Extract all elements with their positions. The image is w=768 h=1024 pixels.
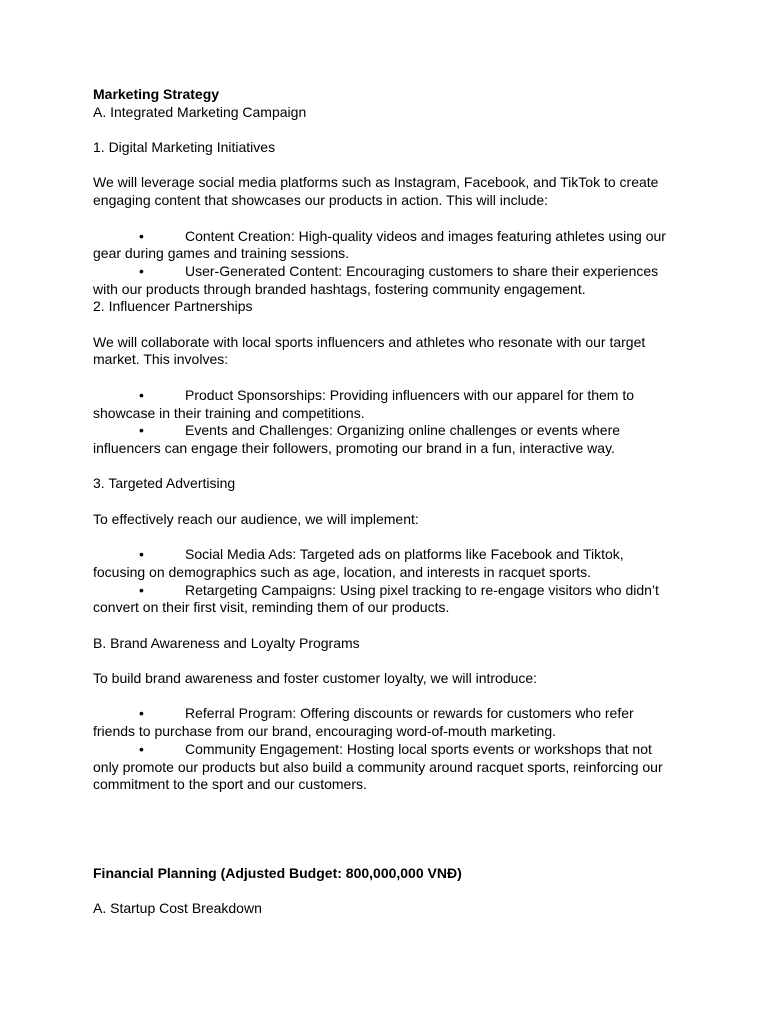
bullet-icon: • [139,740,144,757]
targeted-bullet-1 [93,546,683,564]
section-b-bullet-2-continuation-2: commitment to the sport and our customers. [93,776,367,793]
financial-title: Financial Planning (Adjusted Budget: 800,000,000 VNĐ) [93,864,462,881]
digital-bullet-2-text: User-Generated Content: Encouraging customers to share their experiences [185,262,659,279]
targeted-bullet-1-continuation: focusing on demographics such as age, location, and interests in racquet sports. [93,563,592,580]
section-b-bullet-2 [93,741,683,759]
influencer-bullet-2 [93,422,683,440]
bullet-icon: • [139,227,144,244]
digital-bullet-1 [93,228,683,246]
bullet-icon: • [139,546,144,563]
digital-heading: 1. Digital Marketing Initiatives [93,139,276,156]
targeted-bullet-1-text: Social Media Ads: Targeted ads on platforms like Facebook and Tiktok, [185,546,624,563]
influencer-bullet-1 [93,387,683,405]
section-b-heading: B. Brand Awareness and Loyalty Programs [93,634,360,651]
section-b-bullet-1 [93,705,683,723]
targeted-bullet-2 [93,582,683,600]
financial-section-a: A. Startup Cost Breakdown [93,900,262,917]
bullet-icon: • [139,705,144,722]
digital-bullet-2 [93,263,683,281]
influencer-heading: 2. Influencer Partnerships [93,298,253,315]
document-body [93,86,683,918]
targeted-bullet-2-continuation: convert on their first visit, reminding them of our products. [93,599,450,616]
bullet-icon: • [139,262,144,279]
section-b-bullet-2-text: Community Engagement: Hosting local sports events or workshops that not [185,740,652,757]
targeted-intro: To effectively reach our audience, we will implement: [93,510,419,527]
influencer-bullet-1-text: Product Sponsorships: Providing influencers with our apparel for them to [185,386,635,403]
influencer-bullet-2-text: Events and Challenges: Organizing online challenges or events where [185,422,621,439]
digital-bullet-1-text: Content Creation: High-quality videos and images featuring athletes using our [185,227,666,244]
marketing-title: Marketing Strategy [93,86,220,102]
section-b-intro: To build brand awareness and foster customer loyalty, we will introduce: [93,670,538,687]
bullet-icon: • [139,386,144,403]
influencer-bullet-1-continuation: showcase in their training and competitions. [93,404,365,421]
digital-intro-line-2: engaging content that showcases our products in action. This will include: [93,192,549,209]
section-b-bullet-1-continuation: friends to purchase from our brand, encouraging word-of-mouth marketing. [93,723,557,740]
bullet-icon: • [139,422,144,439]
digital-bullet-1-continuation: gear during games and training sessions. [93,245,350,262]
influencer-bullet-2-continuation: influencers can engage their followers, promoting our brand in a fun, interactive way. [93,439,615,456]
targeted-heading: 3. Targeted Advertising [93,475,236,492]
influencer-intro-line-2: market. This involves: [93,351,229,368]
digital-bullet-2-continuation: with our products through branded hashtags, fostering community engagement. [93,280,586,297]
section-b-bullet-1-text: Referral Program: Offering discounts or rewards for customers who refer [185,705,634,722]
marketing-section-a: A. Integrated Marketing Campaign [93,103,307,120]
bullet-icon: • [139,581,144,598]
digital-intro-line-1: We will leverage social media platforms such as Instagram, Facebook, and TikTok to create [93,174,659,191]
targeted-bullet-2-text: Retargeting Campaigns: Using pixel tracking to re-engage visitors who didn’t [185,581,659,598]
influencer-intro-line-1: We will collaborate with local sports influencers and athletes who resonate with our target [93,333,646,350]
section-b-bullet-2-continuation: only promote our products but also build a community around racquet sports, reinforcing our [93,758,663,775]
